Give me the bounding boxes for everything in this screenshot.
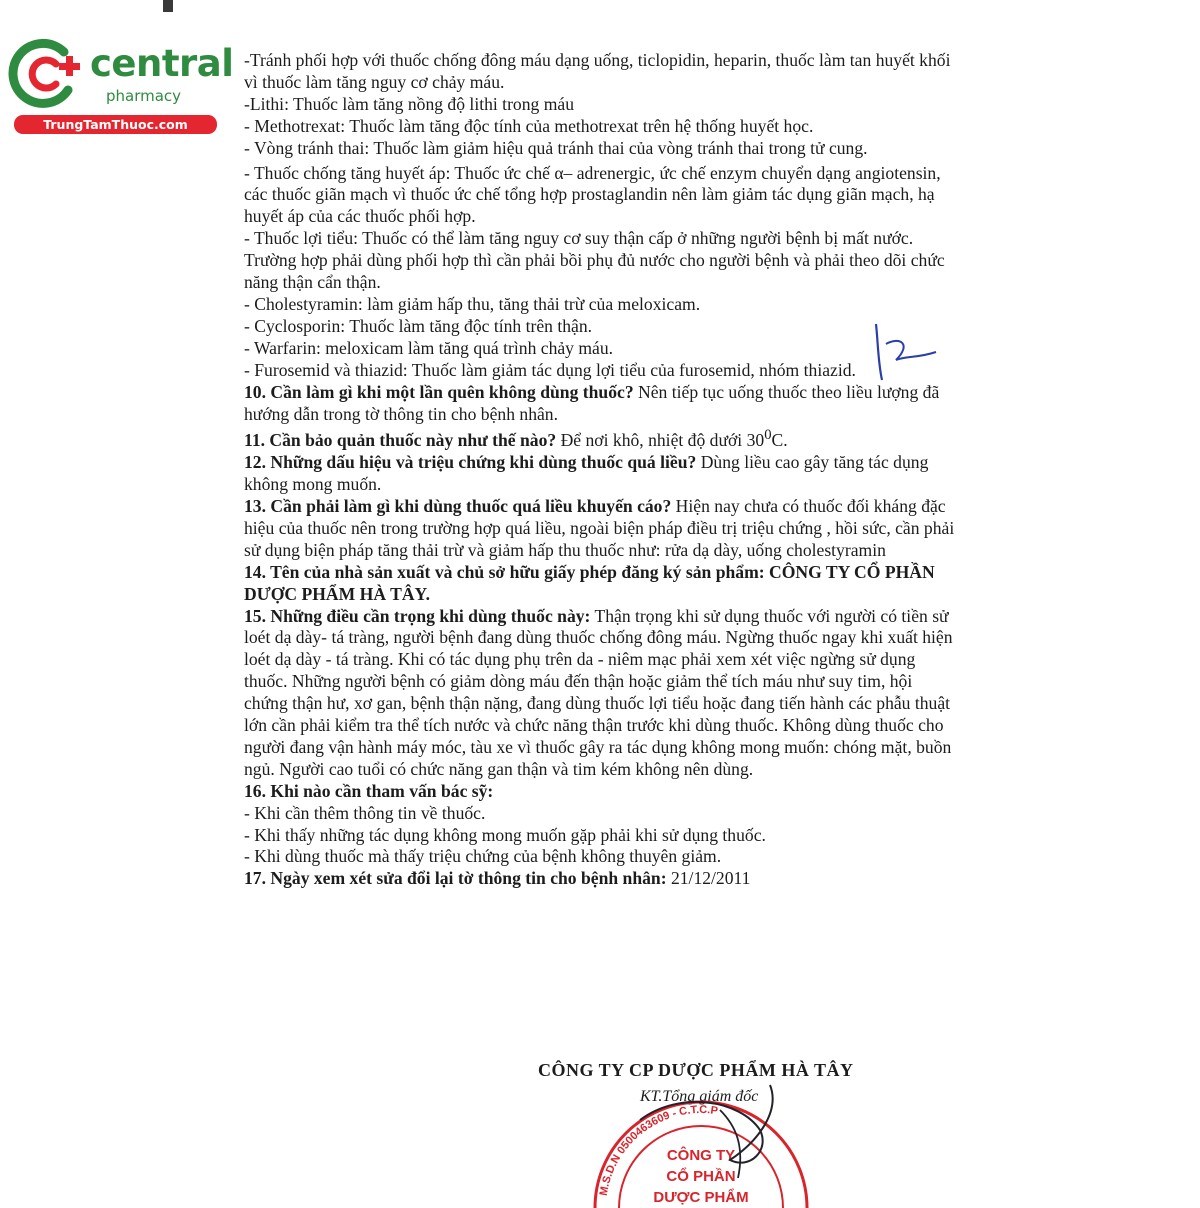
central-pharmacy-logo xyxy=(8,38,234,138)
leaflet-body xyxy=(244,50,956,890)
logo-mark-icon xyxy=(8,38,88,114)
section-heading: 15. Những điều cần trọng khi dùng thuốc này: xyxy=(244,605,591,626)
section-13 xyxy=(244,496,956,562)
interaction-item: - Cyclosporin: Thuốc làm tăng độc tính trên thận. xyxy=(244,315,593,336)
interaction-item: - Thuốc lợi tiểu: Thuốc có thể làm tăng nguy cơ suy thận cấp ở những người bệnh bị mất nước. Trường hợp phải dùng phối hợp thì cần phải bồi phụ đủ nước cho người bệnh và phải theo dõi chức năng thận cẩn thận. xyxy=(244,228,945,293)
stamp-line: CỔ PHẦN xyxy=(666,1168,736,1185)
section-text: Để nơi khô, nhiệt độ dưới 30 xyxy=(556,430,765,451)
section-text: Dùng liều cao gây tăng tác dụng không mong muốn. xyxy=(244,452,929,495)
signatory-title: KT.Tổng giám đốc xyxy=(640,1088,759,1105)
interaction-item: - Cholestyramin: làm giảm hấp thu, tăng thải trừ của meloxicam. xyxy=(244,293,701,314)
logo-website: TrungTamThuoc.com xyxy=(14,115,217,134)
stamp-line: CÔNG TY xyxy=(666,1147,736,1164)
interaction-item: - Thuốc chống tăng huyết áp: Thuốc ức chế α– adrenergic, ức chế enzym chuyển dạng angiotensin, các thuốc giãn mạch vì thuốc ức chế tổng hợp prostaglandin nên làm giảm tác dụng giãn mạch, hạ huyết áp của các thuốc phối hợp. xyxy=(244,162,941,227)
section-text: Thận trọng khi sử dụng thuốc với người có tiền sử loét dạ dày- tá tràng, người bệnh đang dùng thuốc chống đông máu. Ngừng thuốc ngay khi xuất hiện loét dạ dày - tá tràng. Khi có tác dụng phụ trên da - niêm mạc phải xem xét việc ngừng sử dụng thuốc. Những người bệnh có giảm dòng máu đến thận hoặc giảm thể tích máu như suy tim, hội chứng thận hư, xơ gan, bệnh thận nặng, đang dùng thuốc lợi tiểu hoặc đang tiến hành các phẫu thuật lớn cần phải kiểm tra thể tích nước và chức năng thận trước khi dùng thuốc. Không dùng thuốc cho người đang vận hành máy móc, tàu xe vì thuốc gây ra tác dụng không mong muốn: chóng mặt, buồn ngủ. Người cao tuổi có chức năng gan thận và tim kém không nên dùng. xyxy=(244,605,953,779)
section-heading: 13. Cần phải làm gì khi dùng thuốc quá liều khuyến cáo? xyxy=(244,495,672,516)
consult-item: - Khi thấy những tác dụng không mong muốn gặp phải khi sử dụng thuốc. xyxy=(244,824,766,845)
stamp-line: DƯỢC PHẨM xyxy=(653,1189,749,1206)
interaction-item: - Vòng tránh thai: Thuốc làm giảm hiệu quả tránh thai của vòng tránh thai trong tử cung. xyxy=(244,137,868,158)
section-11 xyxy=(244,425,956,452)
section-heading: 14. Tên của nhà sản xuất và chủ sở hữu giấy phép đăng ký sản phẩm: CÔNG TY CỔ PHẦN DƯỢC PHẨM HÀ TÂY. xyxy=(244,561,935,604)
stamp-ring-text: M.S.D.N 0500463609 - C.T.C.P xyxy=(597,1103,719,1197)
consult-item: - Khi cần thêm thông tin về thuốc. xyxy=(244,802,486,823)
section-text-end: C. xyxy=(771,430,788,451)
page-edge xyxy=(163,0,173,12)
logo-brand: central xyxy=(90,42,234,85)
section-12 xyxy=(244,452,956,496)
section-15 xyxy=(244,606,956,781)
section-heading: 10. Cần làm gì khi một lần quên không dùng thuốc? xyxy=(244,381,634,402)
handwritten-initial-mark xyxy=(866,322,946,382)
section-16-heading: 16. Khi nào cần tham vấn bác sỹ: xyxy=(244,780,494,801)
signing-company: CÔNG TY CP DƯỢC PHẨM HÀ TÂY xyxy=(538,1060,854,1080)
section-heading: 12. Những dấu hiệu và triệu chứng khi dùng thuốc quá liều? xyxy=(244,452,697,473)
logo-tagline: pharmacy xyxy=(106,87,182,105)
section-text: Hiện nay chưa có thuốc đối kháng đặc hiệu của thuốc nên trong trường hợp quá liều, ngoài biện pháp điều trị triệu chứng , hồi sức, cần phải sử dụng biện pháp tăng thải trừ và giảm hấp thu thuốc như: rửa dạ dày, uống cholestyramin xyxy=(244,495,955,560)
section-text: Nên tiếp tục uống thuốc theo liều lượng đã hướng dẫn trong tờ thông tin cho bệnh nhân. xyxy=(244,381,940,424)
consult-item: - Khi dùng thuốc mà thấy triệu chứng của bệnh không thuyên giảm. xyxy=(244,846,722,867)
revision-date: 21/12/2011 xyxy=(666,868,751,889)
section-heading: 17. Ngày xem xét sửa đổi lại tờ thông tin cho bệnh nhân: xyxy=(244,868,667,889)
interaction-item: - Methotrexat: Thuốc làm tăng độc tính của methotrexat trên hệ thống huyết học. xyxy=(244,115,814,136)
interaction-item: - Furosemid và thiazid: Thuốc làm giảm tác dụng lợi tiểu của furosemid, nhóm thiazid. xyxy=(244,359,856,380)
handwritten-signature xyxy=(620,1080,800,1180)
interaction-item: -Tránh phối hợp với thuốc chống đông máu dạng uống, ticlopidin, heparin, thuốc làm tan huyết khối vì thuốc làm tăng nguy cơ chảy máu. xyxy=(244,50,951,92)
interaction-item: - Warfarin: meloxicam làm tăng quá trình chảy máu. xyxy=(244,337,614,358)
section-heading: 11. Cần bảo quản thuốc này như thế nào? xyxy=(244,430,557,451)
degree-superscript: 0 xyxy=(764,427,772,444)
interaction-item: -Lithi: Thuốc làm tăng nồng độ lithi trong máu xyxy=(244,93,575,114)
section-10 xyxy=(244,382,956,426)
signature-block xyxy=(538,1060,918,1081)
section-17 xyxy=(244,868,956,890)
section-14 xyxy=(244,562,956,606)
